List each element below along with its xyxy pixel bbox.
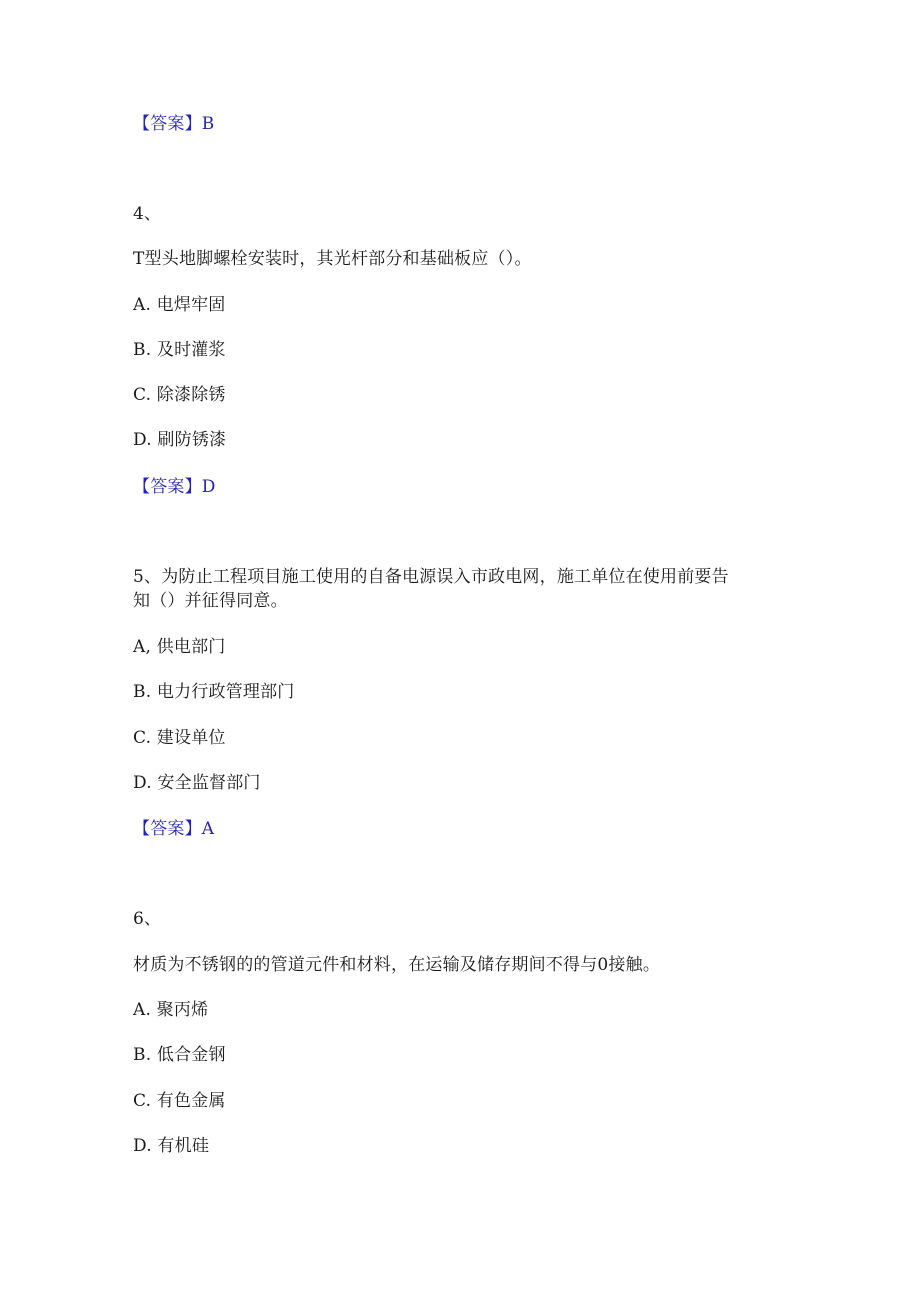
question-4-option-a: A. 电焊牢固: [133, 295, 226, 315]
question-4-option-b: B. 及时灌浆: [133, 340, 226, 360]
answer-q4: 【答案】D: [133, 477, 216, 497]
question-6-option-c: C. 有色金属: [133, 1091, 226, 1111]
answer-q5: 【答案】A: [133, 819, 215, 839]
question-6-option-d: D. 有机硅: [133, 1136, 210, 1156]
question-5-option-d: D. 安全监督部门: [133, 773, 261, 793]
question-5-option-b: B. 电力行政管理部门: [133, 682, 295, 702]
question-5-option-a: A, 供电部门: [133, 637, 226, 657]
question-6-option-a: A. 聚丙烯: [133, 1000, 209, 1020]
question-4-option-c: C. 除漆除锈: [133, 385, 226, 405]
question-5-stem-line-2: 知（）并征得同意。: [133, 591, 288, 611]
question-6-stem: 材质为不锈钢的的管道元件和材料，在运输及储存期间不得与0接触。: [133, 955, 661, 975]
question-5-stem-line-1: 5、为防止工程项目施工使用的自备电源误入市政电网，施工单位在使用前要告: [133, 567, 729, 587]
question-6-option-b: B. 低合金钢: [133, 1045, 226, 1065]
answer-q3: 【答案】B: [133, 114, 215, 134]
question-4-option-d: D. 刷防锈漆: [133, 430, 227, 450]
question-4-stem: T型头地脚螺栓安装时，其光杆部分和基础板应（）。: [133, 249, 532, 269]
question-6-number: 6、: [133, 909, 162, 929]
question-4-number: 4、: [133, 204, 162, 224]
question-5-option-c: C. 建设单位: [133, 728, 226, 748]
